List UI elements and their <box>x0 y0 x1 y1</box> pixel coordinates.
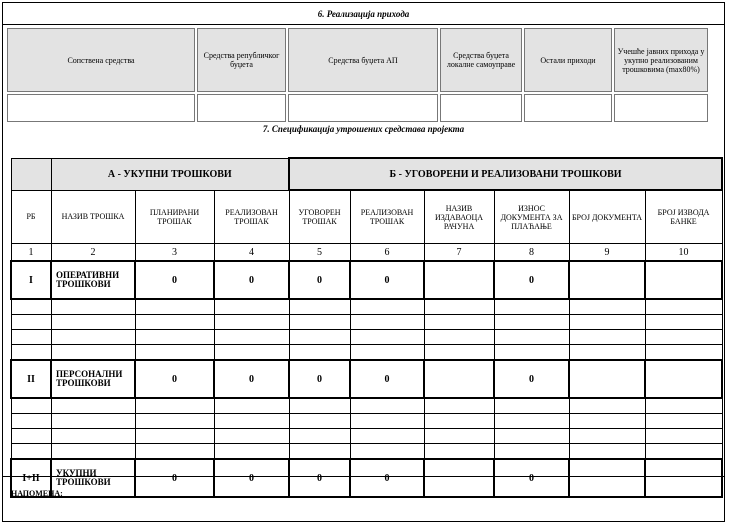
col-header-document-number: БРОЈ ДОКУМЕНТА <box>569 190 645 244</box>
blank-row[interactable] <box>11 330 722 345</box>
row-payment-amount: 0 <box>494 261 569 299</box>
row-contracted: 0 <box>289 459 350 497</box>
col-header-planned-cost: ПЛАНИРАНИ ТРОШАК <box>135 190 214 244</box>
revenue-header-local-budget: Средства буџета локалне самоуправе <box>440 28 522 92</box>
row-rb: II <box>11 360 51 398</box>
col-header-bank-statement: БРОЈ ИЗВОДА БАНКЕ <box>645 190 722 244</box>
blank-row[interactable] <box>11 398 722 414</box>
col-number: 1 <box>11 244 51 262</box>
revenue-value-local-budget[interactable] <box>440 94 522 122</box>
col-number: 8 <box>494 244 569 262</box>
revenue-table <box>5 26 710 124</box>
row-document-number <box>569 360 645 398</box>
revenue-value-own-funds[interactable] <box>7 94 195 122</box>
row-planned: 0 <box>135 261 214 299</box>
blank-row[interactable] <box>11 299 722 315</box>
row-invoice-issuer <box>424 360 494 398</box>
revenue-header-public-share: Учешће јавних прихода у укупно реализованим трошковима (max80%) <box>614 28 708 92</box>
revenue-header-republic-budget: Средства републичког буџета <box>197 28 286 92</box>
col-header-realized-cost: РЕАЛИЗОВАН ТРОШАК <box>214 190 289 244</box>
revenue-value-ap-budget[interactable] <box>288 94 438 122</box>
row-cost-name: ОПЕРАТИВНИ ТРОШКОВИ <box>51 261 135 299</box>
row-planned: 0 <box>135 459 214 497</box>
group-corner <box>11 158 51 190</box>
table-row <box>11 261 722 299</box>
table-row <box>11 360 722 398</box>
col-header-rb: РБ <box>11 190 51 244</box>
row-realized: 0 <box>214 261 289 299</box>
row-payment-amount: 0 <box>494 360 569 398</box>
col-number: 9 <box>569 244 645 262</box>
revenue-header-ap-budget: Средства буџета АП <box>288 28 438 92</box>
row-payment-amount: 0 <box>494 459 569 497</box>
col-number: 6 <box>350 244 424 262</box>
row-document-number <box>569 261 645 299</box>
row-realized: 0 <box>214 360 289 398</box>
revenue-header-own-funds: Сопствена средства <box>7 28 195 92</box>
row-realized-b: 0 <box>350 459 424 497</box>
blank-row[interactable] <box>11 345 722 361</box>
blank-row[interactable] <box>11 315 722 330</box>
revenue-value-republic-budget[interactable] <box>197 94 286 122</box>
col-number: 7 <box>424 244 494 262</box>
row-invoice-issuer <box>424 261 494 299</box>
blank-row[interactable] <box>11 429 722 444</box>
row-realized: 0 <box>214 459 289 497</box>
expense-spec-table <box>10 157 723 498</box>
revenue-header-other-income: Остали приходи <box>524 28 612 92</box>
revenue-value-other-income[interactable] <box>524 94 612 122</box>
section6-title: 6. Реализација прихода <box>3 3 724 25</box>
row-rb: I+II <box>11 459 51 497</box>
col-number: 2 <box>51 244 135 262</box>
row-realized-b: 0 <box>350 360 424 398</box>
row-cost-name: ПЕРСОНАЛНИ ТРОШКОВИ <box>51 360 135 398</box>
col-header-cost-name: НАЗИВ ТРОШКА <box>51 190 135 244</box>
row-rb: I <box>11 261 51 299</box>
col-header-payment-amount: ИЗНОС ДОКУМЕНТА ЗА ПЛАЋАЊЕ <box>494 190 569 244</box>
blank-row[interactable] <box>11 444 722 460</box>
note-section[interactable] <box>3 476 724 522</box>
col-number: 3 <box>135 244 214 262</box>
col-number: 4 <box>214 244 289 262</box>
row-contracted: 0 <box>289 360 350 398</box>
row-planned: 0 <box>135 360 214 398</box>
group-a-header: А - УКУПНИ ТРОШКОВИ <box>51 158 289 190</box>
note-label: НАПОМЕНА: <box>11 489 63 498</box>
col-number: 5 <box>289 244 350 262</box>
blank-row[interactable] <box>11 414 722 429</box>
col-number: 10 <box>645 244 722 262</box>
revenue-value-public-share[interactable] <box>614 94 708 122</box>
row-bank-statement <box>645 360 722 398</box>
col-header-realized-cost-b: РЕАЛИЗОВАН ТРОШАК <box>350 190 424 244</box>
row-realized-b: 0 <box>350 261 424 299</box>
row-bank-statement <box>645 261 722 299</box>
row-cost-name: УКУПНИ ТРОШКОВИ <box>51 459 135 497</box>
row-contracted: 0 <box>289 261 350 299</box>
section7-title: 7. Спецификација утрошених средстава пројекта <box>262 124 465 134</box>
col-header-invoice-issuer: НАЗИВ ИЗДАВАОЦА РАЧУНА <box>424 190 494 244</box>
col-header-contracted-cost: УГОВОРЕН ТРОШАК <box>289 190 350 244</box>
group-b-header: Б - УГОВОРЕНИ И РЕАЛИЗОВАНИ ТРОШКОВИ <box>289 158 722 190</box>
